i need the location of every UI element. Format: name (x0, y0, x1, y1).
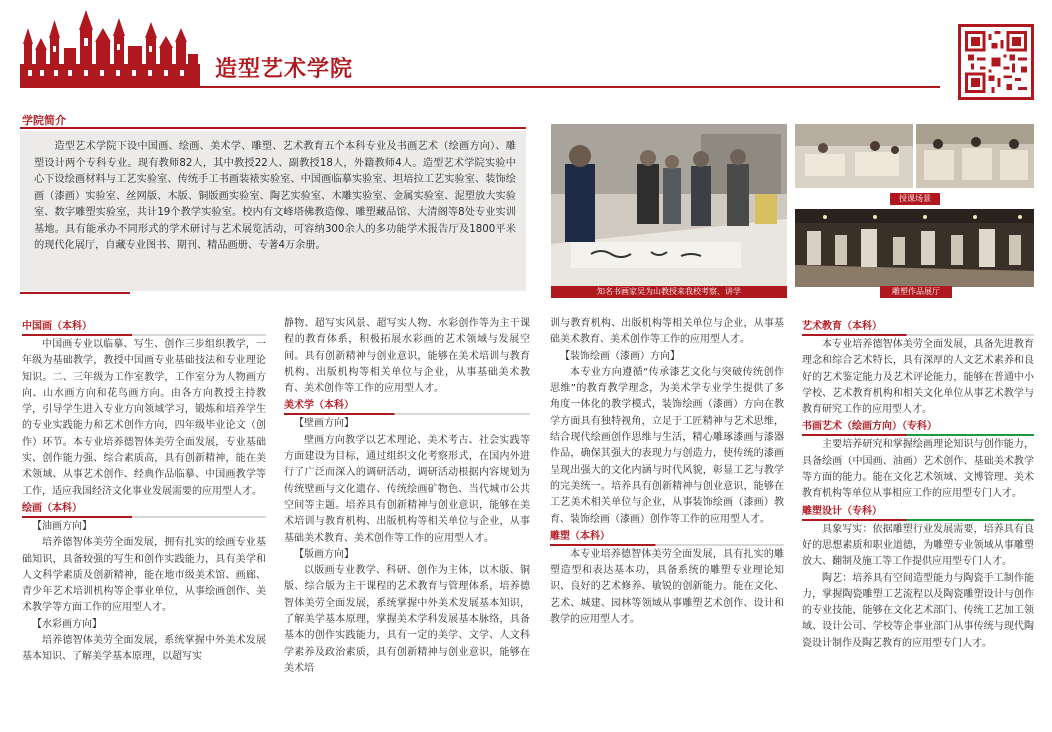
watercolor-direction-label: 【水彩画方向】 (32, 618, 102, 630)
class-photo-caption: 授课场景 (890, 193, 940, 205)
watercolor-direction-text-cont: 静物、超写实风景、超写实人物、水彩创作等为主干课程的教育体系，积极拓展水彩画的艺术领域与发展空间。具有创新精神与创业意识，能够在美术培训与教育机构、出版机构等相关单位与企业，从事基础美术教育、美术创作等工作的应用型人才。 (284, 318, 530, 395)
chinese-painting-text: 中国画专业以临摹、写生、创作三步组织教学，一年级为基础教学，教授中国画专业基础技法和专业理论知识。二、三年级为工作室教学，工作室分为人物画方向、山水画方向和花鸟画方向。由各方向教授主持教学，引导学生进入专业方向领域学习，锻炼和培养学生的专业实践能力和艺术创作方向，四年级毕业论文（创作）环节。本专业培养德智体美劳全面发展，专业基础实、创作能力强、综合素质高，具有创新精神，能在美术领域、从事艺术创作、经典作品临摹、中国画教学等工作，适应我国经济文化事业发展需要的应用型人才。 (22, 339, 266, 497)
intro-text: 造型艺术学院下设中国画、绘画、美术学、雕塑、艺术教育五个本科专业及书画艺术（绘画方向）、雕塑设计两个专科专业。现有教师82人，其中教授22人、副教授18人，外籍教师4人。造型艺术学院实验中心下设绘画材料与工艺实验室、传统手工书画装裱实验室、中国画临摹实验室、坦培拉工艺实验室、装饰绘画（漆画）实验室、丝网版、木版、铜版画实验室、陶艺实验室、木雕实验室、金属实验室、泥塑放大实验室、数字雕塑实验室，共计19个教学实验室。校内有文峰塔佛教造像、雕塑藏品馆、大清阁等8处专业实训基地。具有能承办不同形式的学术研讨与艺术展览活动，可容纳300余人的多功能学术报告厅及1800平米的现代化展厅，自藏专业图书、期刊、精品画册、专著4万余册。 (20, 131, 526, 291)
intro-bottom-rule (20, 292, 130, 294)
school-title: 造型艺术学院 (215, 57, 354, 82)
intro-heading-rule (20, 127, 526, 129)
print-direction-text: 以版画专业教学、科研、创作为主体，以木版、铜版、综合版为主干课程的艺术教育与管理体系，培养德智体美劳全面发展，系统掌握中外美术发展基本知识，了解美学基本原理，掌握美术学科发展基本脉络，具备基本的创作实践能力，具有一定的美学、文学、人文科学素养及政治素质，具有创新精神与创业意识，能够在美术培 (284, 565, 530, 674)
major-heading-sculpture-design: 雕塑设计（专科） (802, 504, 1034, 522)
column-1 (22, 318, 266, 666)
print-direction-label: 【版画方向】 (294, 548, 354, 560)
qr-code[interactable] (958, 24, 1034, 100)
sculpture-design-realistic-text: 具象写实：依据雕塑行业发展需要，培养具有良好的思想素质和职业道德，为雕塑专业领域从事雕塑放大、翻制及施工等工作提供应用型专门人才。 (802, 523, 1034, 568)
column-2 (284, 316, 530, 677)
art-education-text: 本专业培养德智体美劳全面发展，具备先进教育理念和综合艺术特长，具有深厚的人文艺术素养和良好的艺术鉴定能力及艺术评论能力，能够在普通中小学校、艺术教育机构和相关文化单位从事艺术教学与教育研究工作的应用型人才。 (802, 339, 1034, 416)
major-heading-fine-arts: 美术学（本科） (284, 398, 530, 416)
major-heading-chinese-painting: 中国画（本科） (22, 319, 266, 337)
column-3 (550, 316, 784, 628)
column-4 (802, 318, 1034, 652)
oil-direction-label: 【油画方向】 (32, 520, 92, 532)
mural-direction-text: 壁画方向教学以艺术理论、美术考古、社会实践等方面建设为目标，通过组织文化考察形式，在国内外进行了广泛而深入的调研活动，调研活动根据内容规划为传统壁画与文化遗存、传统绘画矿物色、当代城市公共空间等主题。培养具有创新精神与创业意识，能够在美术培训与教育机构、出版机构等相关单位与企业，从事基础美术教育、美术创作等工作的应用型人才。 (284, 434, 530, 544)
page-header (0, 0, 1052, 108)
castle-skyline-logo (20, 8, 200, 88)
qr-code-icon (965, 31, 1027, 93)
oil-direction-text: 培养德智体美劳全面发展，拥有扎实的绘画专业基础知识，具备较强的写生和创作实践能力，具有美学和人文科学素质及创新精神，能在地市级美术馆、画廊、青少年艺术培训机构等企事业单位，从事绘画创作、美术教学等方面工作的应用型人才。 (22, 537, 266, 614)
gallery-photo-caption: 雕塑作品展厅 (880, 286, 952, 298)
watercolor-direction-text: 培养德智体美劳全面发展，系统掌握中外美术发展基本知识、了解美学基本原理，以超写实 (22, 635, 266, 663)
class-photo-2 (916, 124, 1034, 188)
major-heading-painting: 绘画（本科） (22, 501, 266, 519)
sculpture-text: 本专业培养德智体美劳全面发展，具有扎实的雕塑造型和表达基本功，具备系统的雕塑专业理论知识、良好的艺术修养、敏锐的创新能力。能在文化、艺术、城建、园林等领域从事雕塑艺术创作、设计和教学的应用型人才。 (550, 548, 784, 626)
intro-heading: 学院简介 (22, 114, 66, 127)
major-heading-art-education: 艺术教育（本科） (802, 319, 1034, 337)
lacquer-direction-text: 本专业方向遵循“传承漆艺文化与突破传统创作思维”的教育教学理念，为美术学专业学生提供了多角度一体化的教学模式，装饰绘画（漆画）方向在教学方面具有独特视角，立足于工匠精神与艺术思维，结合现代绘画创作思维与生活，精心雕琢漆画与漆器作品，确保其强大的表现力与创造力，使传统的漆画呈现出强大的文化内涵与时代风貌，彰显工艺与教学的完美统一。培养具有创新精神与创业意识，能够在工艺美术相关单位与企业，从事装饰绘画（漆画）教育、装饰绘画（漆画）创作等工作的应用型人才。 (550, 366, 784, 525)
major-heading-calligraphy: 书画艺术（绘画方向）（专科） (802, 419, 1034, 437)
gallery-photo (795, 209, 1034, 287)
main-photo-caption: 知名书画家吴为山教授来我校考察、讲学 (551, 286, 787, 298)
class-photo-1 (795, 124, 913, 188)
major-heading-sculpture: 雕塑（本科） (550, 529, 784, 547)
sculpture-design-ceramic-text: 陶艺：培养具有空间造型能力与陶瓷手工制作能力，掌握陶瓷雕塑工艺流程以及陶瓷雕塑设计与创作的专业技能，能够在文化艺术部门、传统工艺加工领域、设计公司、学校等企事业部门从事传统与现代陶瓷设计制作及陶艺教育的应用型专门人才。 (802, 572, 1034, 649)
mural-direction-label: 【壁画方向】 (294, 418, 354, 430)
header-divider (20, 86, 940, 88)
calligraphy-visit-photo (551, 124, 787, 286)
calligraphy-text: 主要培养研究和掌握绘画理论知识与创作能力，具备绘画（中国画、油画）艺术创作、基础美术教学等方面的能力。能在文化艺术领域、文博管理、美术教育机构等单位从事相应工作的应用型专门人才。 (802, 439, 1034, 500)
print-direction-text-cont: 训与教育机构、出版机构等相关单位与企业，从事基础美术教育、美术创作等工作的应用型人才。 (550, 318, 784, 346)
lacquer-direction-label: 【装饰绘画（漆画）方向】 (560, 350, 680, 362)
